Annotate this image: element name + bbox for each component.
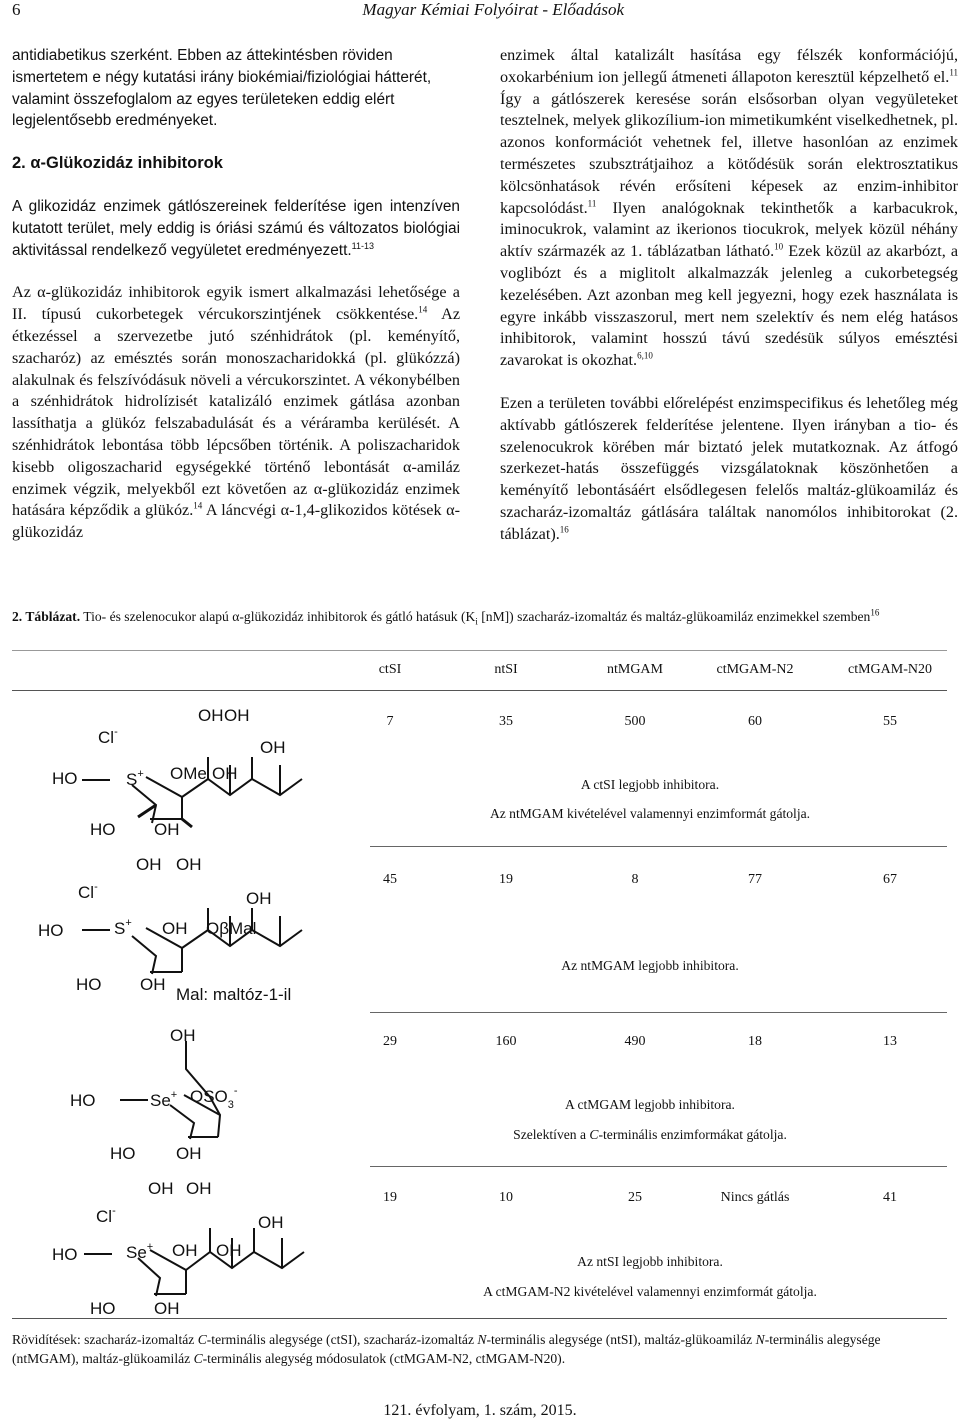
cl-label: Cl- (98, 726, 118, 747)
oh-label: OH (258, 1213, 284, 1232)
column-header: ntSI (494, 662, 518, 677)
row-note: Az ntMGAM legjobb inhibitora. (561, 958, 739, 973)
table-cell: 41 (883, 1190, 897, 1205)
paragraph: Ezen a területen további előrelépést enzimspecifikus és lehetőleg még aktívabb gátlószerek felderítése jelentene. Ilyen irányban a tio- és szelenocukrok körében már biztató jelek mutatkoznak. Az átfogó szerkezet-hatás összefüggés vizsgálatoknak köszönhetően a keményítő lebontásáért elsődlegesen felelős maltáz-glükoamiláz és szacharáz-izomaltáz gátlására találtak nanomólos inhibitorokat (2. táblázat).$^{16}$ (500, 393, 958, 543)
paragraph: Az α-glükozidáz inhibitorok egyik ismert alkalmazási lehetősége a II. típusú cukorbetegek vércukorszintjének csökkentése.$^{14}$ Az étkezéssel a szervezetbe jutó szénhidrátok (pl. keményítő, szacharóz) az emésztés során monoszacharidokká (pl. glükózzá) alakulnak és felszívódásuk növeli a vércukorszintet. A vékonybélben a szénhidrátok hidrolízisét katalizáló enzimek gátlása azonban lassíthatja a glükóz felszabadulását és a véráramba kerülését. A szénhidrátok lebontása több lépcsőben történik. A poliszacharidok kisebb oligoszacharid egységekké történő lebontását α-amiláz enzimek végzik, melyekből ezt követően az α-glükozidáz enzimek hatására képződik a glükóz.$^{14}$ A láncvégi α-1,4-glikozidos kötések α-glükozidáz (12, 283, 460, 542)
ome-label: OMe (170, 764, 207, 783)
table-caption: 2. Táblázat. Tio- és szelenocukor alapú α-glükozidáz inhibitorok és gátló hatásuk ($K_i$ [nM]) szacharáz-izomaltáz és maltáz-glükoamiláz enzimekkel szemben$^{16}$ (12, 607, 880, 627)
intro-paragraph: antidiabetikus szerként. Ebben az áttekintésben röviden ismertetem e négy kutatási irány biokémiai/fiziológiai hátterét, valamint összefoglalom az egyes területeken eddig elért legjelentősebb eredményeket. (12, 47, 432, 130)
row-rule (370, 1166, 947, 1167)
column-header: ctMGAM-N20 (848, 662, 932, 677)
cl-label: Cl- (96, 1205, 116, 1226)
ho-label: HO (52, 1245, 78, 1264)
table-cell: 160 (495, 1034, 517, 1049)
oh-label: OH (148, 1179, 174, 1198)
oh-label: OH (246, 889, 272, 908)
page-number: 6 (12, 0, 21, 19)
sulfonium-label: S+ (126, 768, 144, 789)
reference: 11 (949, 67, 958, 78)
oh-label: OH (170, 1026, 196, 1045)
oh-label: OH (186, 1179, 212, 1198)
selenonium-label: Se+ (150, 1089, 178, 1110)
reference: 10 (774, 241, 784, 252)
paragraph: enzimek által katalizált hasítása egy félszék konformációjú, oxokarbénium ion jellegű átmeneti állapoton keresztül képzelhető el.$^{11}$ Így a gátlószerek keresése során elsősorban olyan vegyületeket tesztelnek, melyek glikozílium-ion mimetikumként viselkedhetnek, pl. azonos konformációt vehetnek fel, illetve hasonlóan az enzimek természetes szubsztrátjaihoz a kötődésük során elektrosztatikus kölcsönhatások révén erősíteni képesek az enzim-inhibitor kapcsolódást.$^{11}$ Ilyen analógoknak tekinthetők a karbacukrok, iminocukrok, valamint az ikerionos tiocukrok, melyek közül néhány aktív származék az 1. táblázatban látható.$^{10}$ Ezek közül az akarbózt, a voglibózt és a miglitolt alkalmazzák jelenleg a cukorbetegség kezelésében. Azt azonban meg kell jegyezni, hogy ezek használata is egyre inkább visszaszorul, mert nem szelektív és nem elég hatásos inhibitorok, valamint hosszú távú szedésük súlyos emésztési zavarokat is okozhat.$^{6,10}$ (500, 46, 958, 370)
oh-label: OH (212, 764, 238, 783)
paragraph: A glikozidáz enzimek gátlószereinek felderítése igen intenzíven kutatott terület, mely eddig is óriási számú és változatos biológiai aktivitással rendelkező vegyületet eredményezett.$^{11-13}$ (12, 197, 460, 259)
reference: 16 (559, 524, 569, 535)
oh-label: OH (162, 919, 188, 938)
structure-thio-1 (30, 695, 330, 845)
table-cell: 7 (386, 714, 394, 729)
table-cell: 19 (499, 872, 513, 887)
table-cell: 13 (883, 1034, 897, 1049)
ho-label: HO (70, 1091, 96, 1110)
row-note: A ctMGAM-N2 kivételével valamennyi enzimformát gátolja. (483, 1284, 817, 1299)
structure-thio-2 (30, 850, 330, 1010)
oh-label: OH (172, 1241, 198, 1260)
column-header: ctSI (378, 662, 402, 677)
ho-label: HO (110, 1144, 136, 1163)
table-cell: 29 (383, 1034, 397, 1049)
maltose-note: Mal: maltóz-1-il (176, 985, 292, 1004)
structure-seleno-4 (30, 1170, 330, 1325)
table-cell: 10 (499, 1190, 513, 1205)
oh-label: OH (154, 820, 180, 839)
ho-label: HO (90, 820, 116, 839)
oh-label: OH (176, 1144, 202, 1163)
oh-label: OH (224, 706, 250, 725)
oh-label: OH (198, 706, 224, 725)
table-cell: 45 (383, 872, 397, 887)
table-cell: 8 (631, 872, 639, 887)
structure-seleno-3 (30, 1015, 330, 1165)
oh-label: OH (136, 855, 162, 874)
ho-label: HO (52, 769, 78, 788)
row-rule (370, 1012, 947, 1013)
journal-title: Magyar Kémiai Folyóirat - Előadások (362, 0, 624, 19)
ho-label: HO (90, 1299, 116, 1318)
footer-issue: 121. évfolyam, 1. szám, 2015. (383, 1402, 577, 1419)
oh-label: OH (154, 1299, 180, 1318)
row-note: A ctMGAM legjobb inhibitora. (565, 1097, 735, 1112)
oh-label: OH (176, 855, 202, 874)
table-cell: 18 (748, 1034, 762, 1049)
selenonium-label: Se+ (126, 1241, 154, 1262)
reference: 6,10 (637, 350, 653, 361)
row-note: Az ntSI legjobb inhibitora. (577, 1254, 723, 1269)
table-cell: 500 (624, 714, 646, 729)
reference: 14 (193, 500, 203, 511)
table-cell: 60 (748, 714, 762, 729)
table-cell: Nincs gátlás (720, 1190, 790, 1205)
table-rule-top (12, 650, 947, 651)
table-cell: 25 (628, 1190, 642, 1205)
reference: 14 (418, 304, 428, 315)
sulfate-label: $OSO_3^-$ (190, 1085, 238, 1111)
oh-label: OH (216, 1241, 242, 1260)
sulfonium-label: S+ (114, 917, 132, 938)
column-header: ctMGAM-N2 (716, 662, 794, 677)
row-note: Az ntMGAM kivételével valamennyi enzimformát gátolja. (489, 806, 811, 821)
omal-label: OβMal (206, 919, 257, 938)
table-cell: 490 (624, 1034, 646, 1049)
table-cell: 19 (383, 1190, 397, 1205)
reference: 11-13 (351, 240, 374, 251)
ho-label: HO (38, 921, 64, 940)
column-header: ntMGAM (606, 662, 663, 677)
oh-label: OH (260, 738, 286, 757)
left-column (12, 45, 460, 544)
row-rule (370, 846, 947, 847)
abbreviations-note: Rövidítések: szacharáz-izomaltáz C-terminális alegysége (ctSI), szacharáz-izomaltáz N-terminális alegysége (ntSI), maltáz-glükoamiláz N-terminális alegysége (ntMGAM), maltáz-glükoamiláz C-terminális alegység módosulatok (ctMGAM-N2, ctMGAM-N20). (12, 1332, 881, 1366)
row-note: A ctSI legjobb inhibitora. (580, 777, 720, 792)
ho-label: HO (76, 975, 102, 994)
row-note: Szelektíven a C-terminális enzimformákat gátolja. (513, 1127, 787, 1142)
table-cell: 35 (499, 714, 513, 729)
right-column (500, 45, 958, 546)
oh-label: OH (140, 975, 166, 994)
table-cell: 55 (883, 714, 897, 729)
cl-label: Cl- (78, 881, 98, 902)
table-cell: 77 (748, 872, 762, 887)
reference: 11 (587, 198, 597, 209)
section-heading: 2. α-Glükozidáz inhibitorok (12, 154, 223, 173)
table-header-rule (12, 690, 947, 691)
table-cell: 67 (883, 872, 897, 887)
